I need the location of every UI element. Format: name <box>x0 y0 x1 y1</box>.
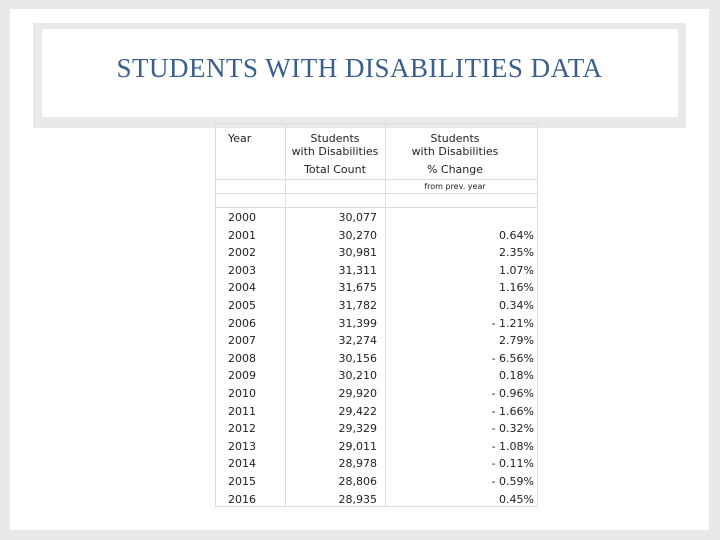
header-change-line3: % Change <box>426 163 484 176</box>
year-cell: 2007 <box>228 334 256 348</box>
year-cell: 2008 <box>228 351 256 365</box>
table-row <box>215 332 538 350</box>
year-cell: 2005 <box>228 299 256 312</box>
year-cell: 2006 <box>228 316 256 330</box>
percent-change-cell: 1.16% <box>499 281 534 295</box>
year-cell: 2009 <box>228 369 256 383</box>
year-cell: 2014 <box>228 457 256 471</box>
percent-change-cell: 0.18% <box>499 369 534 383</box>
header-count-line1: Students <box>310 132 360 145</box>
total-count-cell: 29,011 <box>338 439 377 453</box>
year-cell: 2016 <box>228 492 256 506</box>
total-count-cell: 29,920 <box>338 387 377 400</box>
total-count-cell: 29,422 <box>338 404 377 418</box>
percent-change-cell: 2.35% <box>499 246 534 260</box>
total-count-cell: 31,782 <box>338 299 377 312</box>
year-cell: 2003 <box>228 263 256 277</box>
header-count-line3: Total Count <box>304 163 366 176</box>
header-change-line4: from prev. year <box>424 182 486 191</box>
table-row <box>215 403 538 421</box>
year-cell: 2012 <box>228 422 256 436</box>
percent-change-cell: 0.64% <box>499 228 534 242</box>
total-count-cell: 30,156 <box>338 351 377 365</box>
year-cell: 2011 <box>228 404 256 418</box>
percent-change-cell: 0.34% <box>499 299 534 312</box>
percent-change-cell: - 6.56% <box>491 351 534 365</box>
percent-change-cell: 1.07% <box>499 263 534 277</box>
table-row <box>215 455 538 473</box>
total-count-cell: 29,329 <box>338 422 377 436</box>
table-row <box>215 262 538 280</box>
table-row <box>215 227 538 245</box>
total-count-cell: 30,077 <box>338 211 377 224</box>
total-count-cell: 30,270 <box>338 228 377 242</box>
year-cell: 2013 <box>228 439 256 453</box>
table-row <box>215 279 538 297</box>
total-count-cell: 28,978 <box>338 457 377 471</box>
table-row <box>215 367 538 385</box>
header-count-line2: with Disabilities <box>291 145 379 158</box>
year-cell: 2010 <box>228 387 256 400</box>
year-cell: 2004 <box>228 281 256 295</box>
table-row <box>215 385 538 403</box>
table-row <box>215 420 538 438</box>
year-cell: 2000 <box>228 211 256 224</box>
grid-line <box>215 207 538 208</box>
grid-line <box>215 123 538 124</box>
total-count-cell: 30,981 <box>338 246 377 260</box>
percent-change-cell: 0.45% <box>499 492 534 506</box>
year-cell: 2002 <box>228 246 256 260</box>
percent-change-cell: - 0.59% <box>491 475 534 488</box>
table-row <box>215 244 538 262</box>
percent-change-cell: - 1.66% <box>491 404 534 418</box>
total-count-cell: 28,935 <box>338 492 377 506</box>
header-change-line1: Students <box>430 132 480 145</box>
year-cell: 2015 <box>228 475 256 488</box>
header-year: Year <box>228 132 252 145</box>
table-row <box>215 473 538 491</box>
percent-change-cell: - 1.21% <box>491 316 534 330</box>
total-count-cell: 28,806 <box>338 475 377 488</box>
disabilities-data-table <box>215 123 538 507</box>
total-count-cell: 31,311 <box>338 263 377 277</box>
total-count-cell: 32,274 <box>338 334 377 348</box>
table-row <box>215 315 538 333</box>
percent-change-cell: - 0.11% <box>491 457 534 471</box>
year-cell: 2001 <box>228 228 256 242</box>
total-count-cell: 30,210 <box>338 369 377 383</box>
header-change-line2: with Disabilities <box>411 145 499 158</box>
total-count-cell: 31,399 <box>338 316 377 330</box>
table-row <box>215 491 538 509</box>
percent-change-cell: - 1.08% <box>491 439 534 453</box>
percent-change-cell: 2.79% <box>499 334 534 348</box>
table-row <box>215 350 538 368</box>
percent-change-cell: - 0.32% <box>491 422 534 436</box>
total-count-cell: 31,675 <box>338 281 377 295</box>
slide-title: STUDENTS WITH DISABILITIES DATA <box>116 53 603 83</box>
percent-change-cell: - 0.96% <box>491 387 534 400</box>
table-row <box>215 209 538 227</box>
table-row <box>215 297 538 315</box>
table-row <box>215 438 538 456</box>
